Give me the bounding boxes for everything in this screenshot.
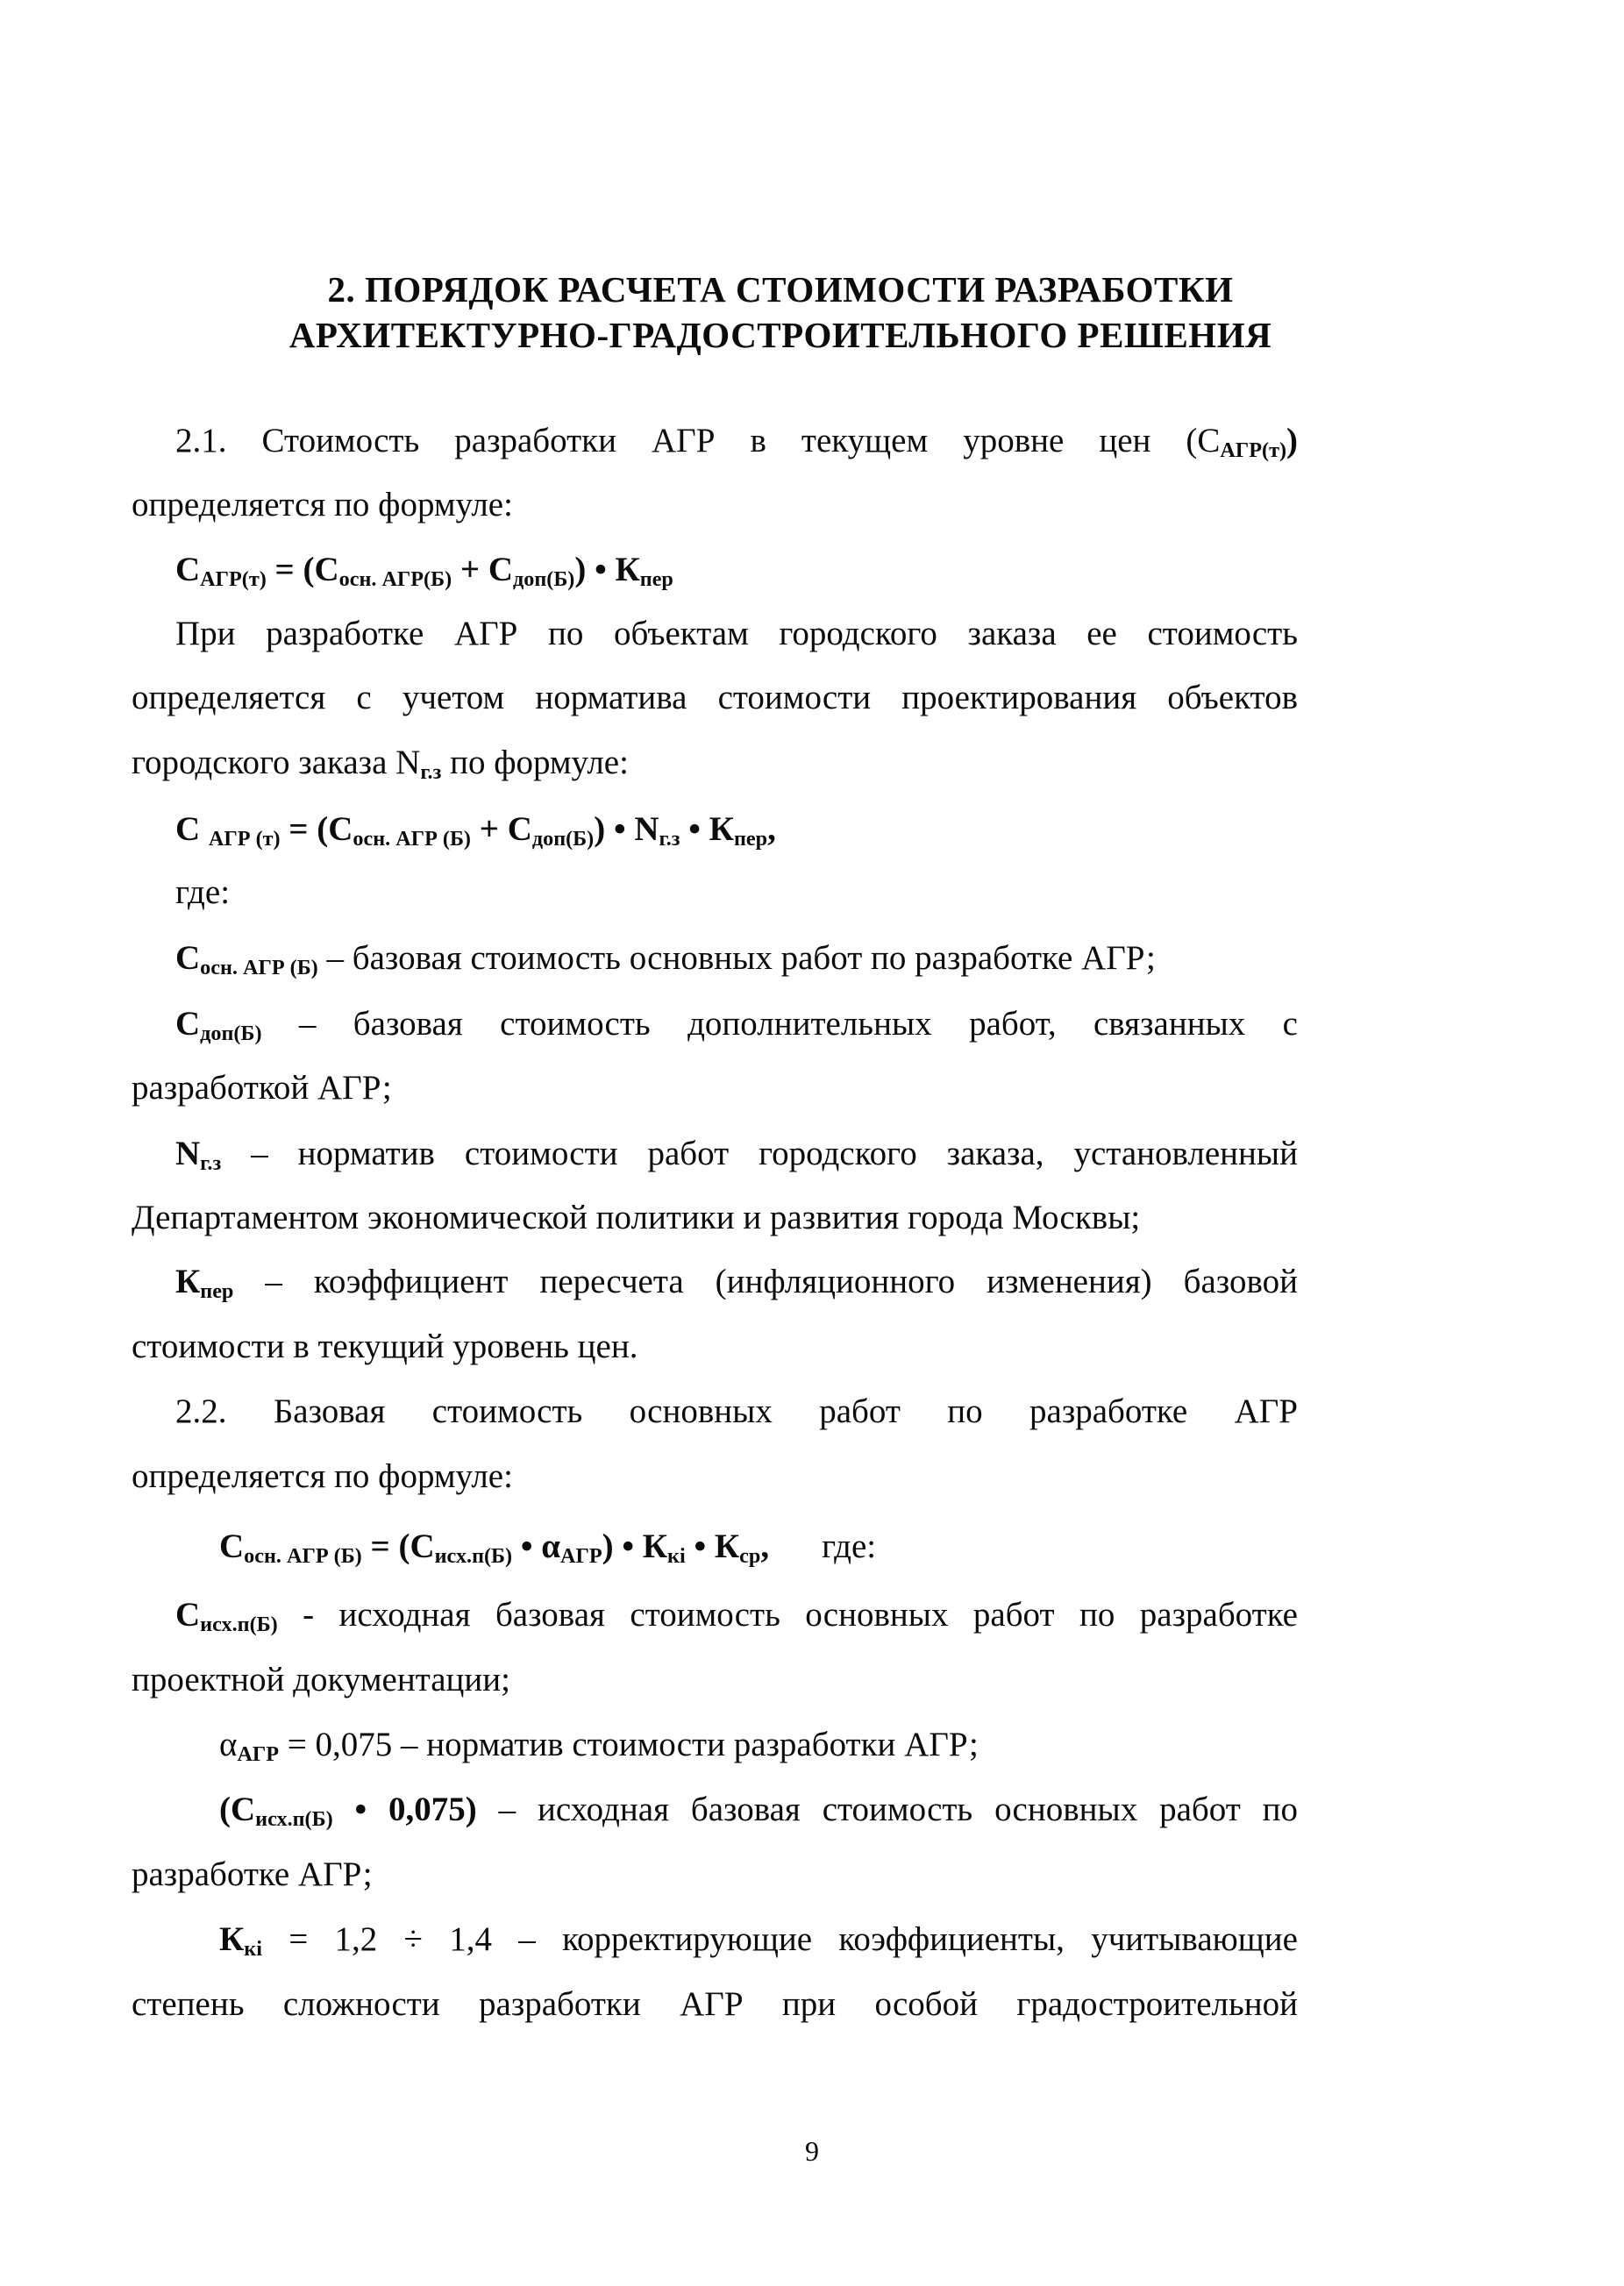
paragraph-2-1-line-1: 2.1. Стоимость разработки АГР в текущем уровне цен $(С_{АГР(т)})$ bbox=[175, 422, 1298, 463]
definition-k-per-line-1: $К_{пер}$ – коэффициент пересчета (инфляционного изменения) базовой bbox=[175, 1263, 1298, 1304]
section-heading-line-2: АРХИТЕКТУРНО-ГРАДОСТРОИТЕЛЬНОГО РЕШЕНИЯ bbox=[288, 315, 1272, 355]
paragraph-2-2-line-1: 2.2. Базовая стоимость основных работ по разработке АГР bbox=[175, 1392, 1298, 1430]
paragraph-city-order-line-1: При разработке АГР по объектам городского заказа ее стоимость bbox=[175, 615, 1298, 652]
definition-c-ish-line-1: $С_{исх.п(Б)}$ - исходная базовая стоимость основных работ по разработке bbox=[175, 1596, 1298, 1637]
definition-k-ki-line-2: степень сложности разработки АГР при особой градостроительной bbox=[132, 1985, 1298, 2023]
definition-n-gz-line-1: $N_{г.з}$ – норматив стоимости работ городского заказа, установленный bbox=[175, 1135, 1298, 1176]
formula-cost-agr-city-order: С $_{АГР (т)} = (С_{осн. АГР (Б)} + С_{доп(Б)})$ • $N_{г.з}$ • $К_{пер}$, bbox=[175, 810, 776, 851]
definition-k-per-line-2: стоимости в текущий уровень цен. bbox=[132, 1328, 638, 1365]
where-label-1: где: bbox=[175, 873, 231, 911]
definition-c-osn-agr: $С_{осн. АГР (Б)}$ – базовая стоимость основных работ по разработке АГР; bbox=[175, 939, 1156, 980]
definition-alpha-agr: $\alpha_{АГР} = 0,075$ – норматив стоимости разработки АГР; bbox=[219, 1726, 979, 1767]
definition-initial-cost-line-2: разработке АГР; bbox=[132, 1855, 373, 1893]
paragraph-city-order-line-2: определяется с учетом норматива стоимости проектирования объектов bbox=[132, 679, 1298, 716]
paragraph-city-order-line-3: городского заказа $N_{г.з}$ по формуле: bbox=[132, 744, 629, 785]
definition-c-dop-line-2: разработкой АГР; bbox=[132, 1069, 392, 1107]
definition-k-ki-line-1: $К_{кi} = 1,2 \div 1,4$ – корректирующие коэффициенты, учитывающие bbox=[219, 1920, 1298, 1962]
paragraph-2-1-line-2: определяется по формуле: bbox=[132, 486, 513, 523]
formula-cost-agr: $С_{АГР(т)} = (С_{осн. АГР(Б)} + С_{доп(Б)})$ • $К_{пер}$ bbox=[175, 551, 673, 592]
definition-initial-cost-line-1: ($С_{исх.п(Б)}$ • 0,075) – исходная базовая стоимость основных работ по bbox=[219, 1791, 1298, 1832]
definition-c-dop-line-1: $С_{доп(Б)}$ – базовая стоимость дополнительных работ, связанных с bbox=[175, 1005, 1298, 1046]
formula-cost-osn-agr: $С_{осн. АГР (Б)} = (С_{исх.п(Б)}$ • $\alpha_{АГР}$) • $К_{кi}$ • $К_{ср}$, где: bbox=[219, 1528, 877, 1569]
definition-n-gz-line-2: Департаментом экономической политики и развития города Москвы; bbox=[132, 1199, 1141, 1236]
section-heading-line-1: 2. ПОРЯДОК РАСЧЕТА СТОИМОСТИ РАЗРАБОТКИ bbox=[327, 269, 1234, 310]
page-number: 9 bbox=[805, 2135, 819, 2167]
paragraph-2-2-line-2: определяется по формуле: bbox=[132, 1457, 513, 1495]
definition-c-ish-line-2: проектной документации; bbox=[132, 1661, 510, 1698]
